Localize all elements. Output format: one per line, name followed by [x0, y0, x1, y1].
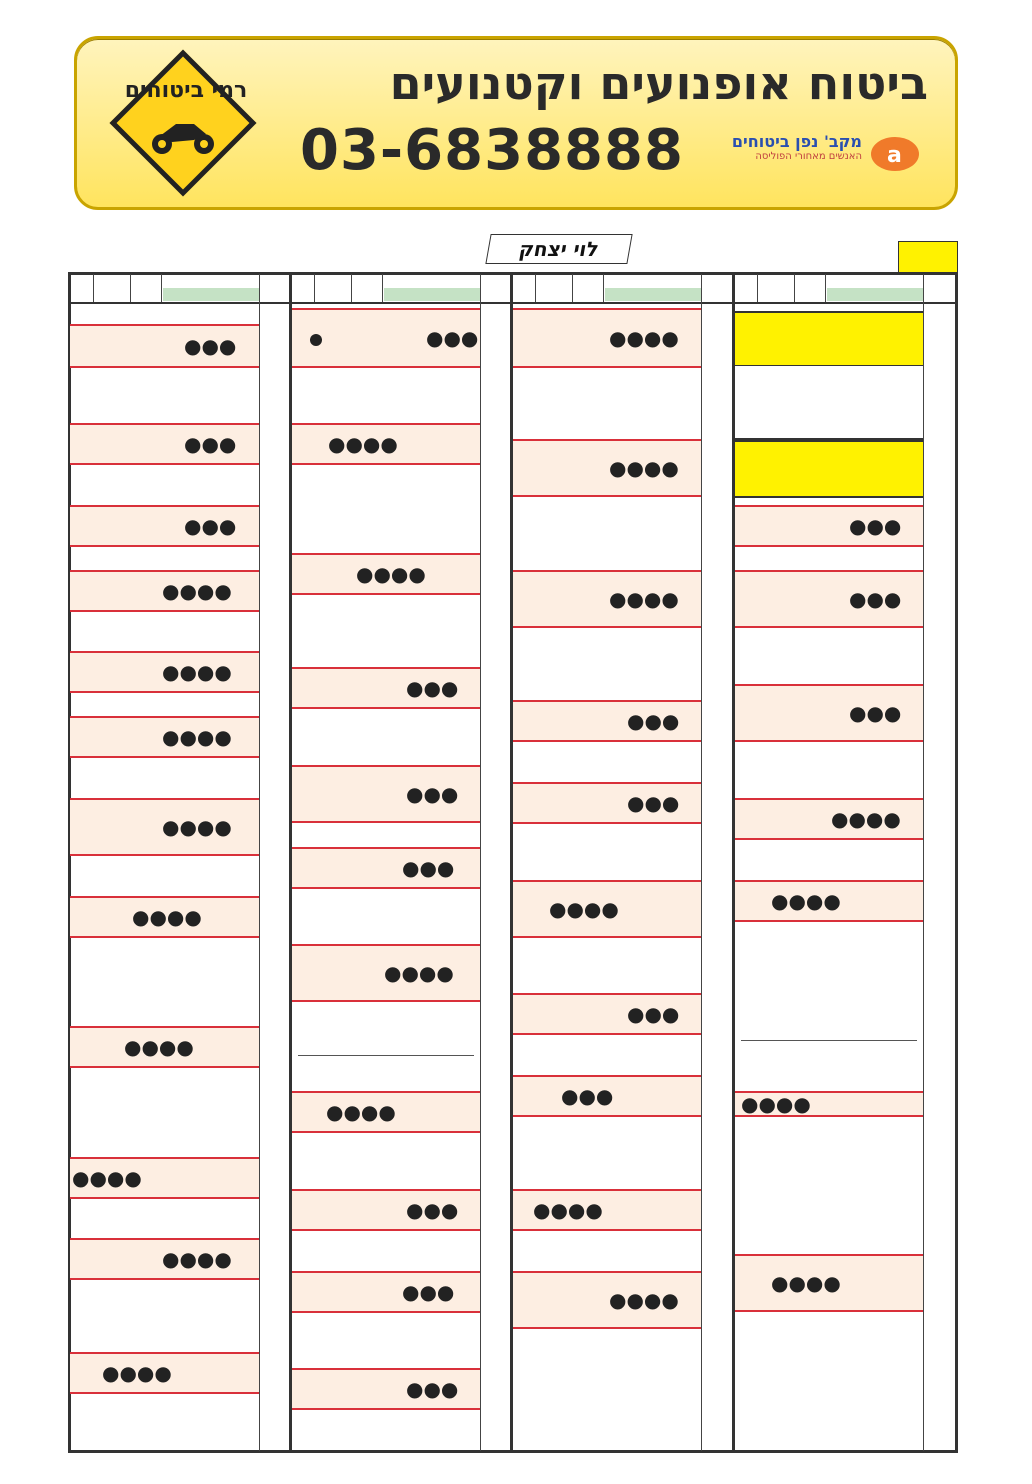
dots-marker: ●●●●	[102, 1361, 172, 1385]
header-cell-divider	[572, 274, 573, 302]
table-row	[70, 1238, 259, 1280]
header-cell-divider	[314, 274, 315, 302]
dots-marker: ●●●●	[609, 1288, 679, 1312]
header-green-bar	[605, 288, 701, 301]
dots-marker: ●●●	[849, 587, 902, 611]
header-cell-divider	[93, 274, 94, 302]
brand-sign	[110, 50, 256, 196]
table-row	[735, 570, 923, 628]
dots-marker: ●●●●	[162, 725, 232, 749]
dots-marker: ●●●●	[162, 1247, 232, 1271]
table-row	[735, 1091, 923, 1117]
table-row	[513, 700, 701, 742]
highlight-row	[735, 311, 923, 367]
insurer-text	[706, 132, 862, 162]
table-row	[70, 423, 259, 465]
dots-marker: ●●●●	[771, 1271, 841, 1295]
dots-marker: ●●●●	[831, 807, 901, 831]
table-row	[513, 1189, 701, 1231]
dots-marker: ●●●●	[384, 961, 454, 985]
table-row	[513, 570, 701, 628]
dots-marker: ●●●	[184, 514, 237, 538]
column-inner-divider	[480, 274, 481, 1451]
column-inner-divider	[259, 274, 260, 1451]
dots-marker: ●●●	[184, 432, 237, 456]
table-row	[292, 765, 480, 823]
thin-rule	[741, 1040, 917, 1041]
table-row	[292, 1189, 480, 1231]
insurer-logo-icon	[868, 132, 922, 172]
dots-marker: ●●●●	[356, 562, 426, 586]
header-cell-divider	[794, 274, 795, 302]
highlight-tag	[898, 241, 958, 273]
table-row	[70, 570, 259, 612]
dots-marker: ●●●	[402, 856, 455, 880]
dots-marker: ●●●	[849, 701, 902, 725]
table-row	[513, 308, 701, 368]
table-row	[735, 366, 923, 440]
table-row	[70, 896, 259, 938]
dots-marker: ●●●●	[609, 456, 679, 480]
banner-phone: 03-6838888	[300, 118, 684, 183]
header-rule	[68, 302, 958, 304]
dots-marker: ●●●●	[162, 815, 232, 839]
table-row	[513, 1271, 701, 1329]
table-row	[735, 798, 923, 840]
table-row	[735, 684, 923, 742]
brand-name: רמי ביטוחים	[124, 78, 248, 103]
table-row	[292, 1368, 480, 1410]
dots-marker: ●●●●	[162, 579, 232, 603]
dots-marker: ●●●●	[771, 889, 841, 913]
table-row	[292, 667, 480, 709]
bullet-marker	[310, 334, 322, 346]
table-row	[292, 553, 480, 595]
dots-marker: ●●●	[406, 782, 459, 806]
table-row	[70, 651, 259, 693]
header-cell-divider	[161, 274, 162, 302]
header-cell-divider	[825, 274, 826, 302]
table-row	[735, 1254, 923, 1312]
header-green-bar	[827, 288, 923, 301]
table-row	[70, 505, 259, 547]
dots-marker: ●●●●	[609, 587, 679, 611]
header-cell-divider	[351, 274, 352, 302]
dots-marker: ●●●●	[741, 1092, 811, 1116]
dots-marker: ●●●	[627, 791, 680, 815]
table-row	[735, 880, 923, 922]
dots-marker: ●●●●	[132, 905, 202, 929]
table-row	[735, 505, 923, 547]
dots-marker: ●●●	[406, 676, 459, 700]
header-cell-divider	[382, 274, 383, 302]
thin-rule	[298, 1055, 474, 1056]
section-title: לוי יצחק	[485, 234, 632, 264]
table-row	[70, 324, 259, 368]
dots-marker: ●●●●	[72, 1166, 142, 1190]
dots-marker: ●●●	[406, 1198, 459, 1222]
table-row	[70, 798, 259, 856]
table-row	[292, 847, 480, 889]
dots-marker: ●●●	[426, 326, 479, 350]
table-row	[513, 993, 701, 1035]
header-green-bar	[384, 288, 480, 301]
table-row	[70, 1026, 259, 1068]
table-row	[513, 439, 701, 497]
dots-marker: ●●●	[849, 514, 902, 538]
header-cell-divider	[757, 274, 758, 302]
dots-marker: ●●●	[184, 334, 237, 358]
column-inner-divider	[923, 274, 924, 1451]
dots-marker: ●●●●	[326, 1100, 396, 1124]
table-row	[513, 782, 701, 824]
header-cell-divider	[130, 274, 131, 302]
column-inner-divider	[701, 274, 702, 1451]
table-row	[70, 1352, 259, 1394]
header-cell-divider	[535, 274, 536, 302]
dots-marker: ●●●●	[549, 897, 619, 921]
table-row	[292, 1271, 480, 1313]
dots-marker: ●●●	[627, 1002, 680, 1026]
dots-marker: ●●●	[627, 709, 680, 733]
header-cell-divider	[603, 274, 604, 302]
banner-headline: ביטוח אופנועים וקטנועים	[389, 56, 928, 110]
insurer-name: מקב' נפן ביטוחים	[731, 132, 862, 151]
motorcycle-icon	[150, 116, 216, 156]
header-green-bar	[163, 288, 259, 301]
highlight-row	[735, 440, 923, 498]
table-row	[292, 944, 480, 1002]
dots-marker: ●●●	[402, 1280, 455, 1304]
svg-text:a: a	[887, 143, 902, 168]
dots-marker: ●●●●	[609, 326, 679, 350]
dots-marker: ●●●●	[162, 660, 232, 684]
dots-marker: ●●●●	[328, 432, 398, 456]
dots-marker: ●●●	[406, 1377, 459, 1401]
table-row	[513, 1075, 701, 1117]
table-row	[70, 1157, 259, 1199]
table-row	[292, 1091, 480, 1133]
table-row	[70, 716, 259, 758]
table-row	[292, 423, 480, 465]
table-row	[513, 880, 701, 938]
dots-marker: ●●●●	[124, 1035, 194, 1059]
dots-marker: ●●●	[561, 1084, 614, 1108]
dots-marker: ●●●●	[533, 1198, 603, 1222]
insurer-tagline: האנשים מאחורי הפוליסה	[755, 151, 862, 162]
